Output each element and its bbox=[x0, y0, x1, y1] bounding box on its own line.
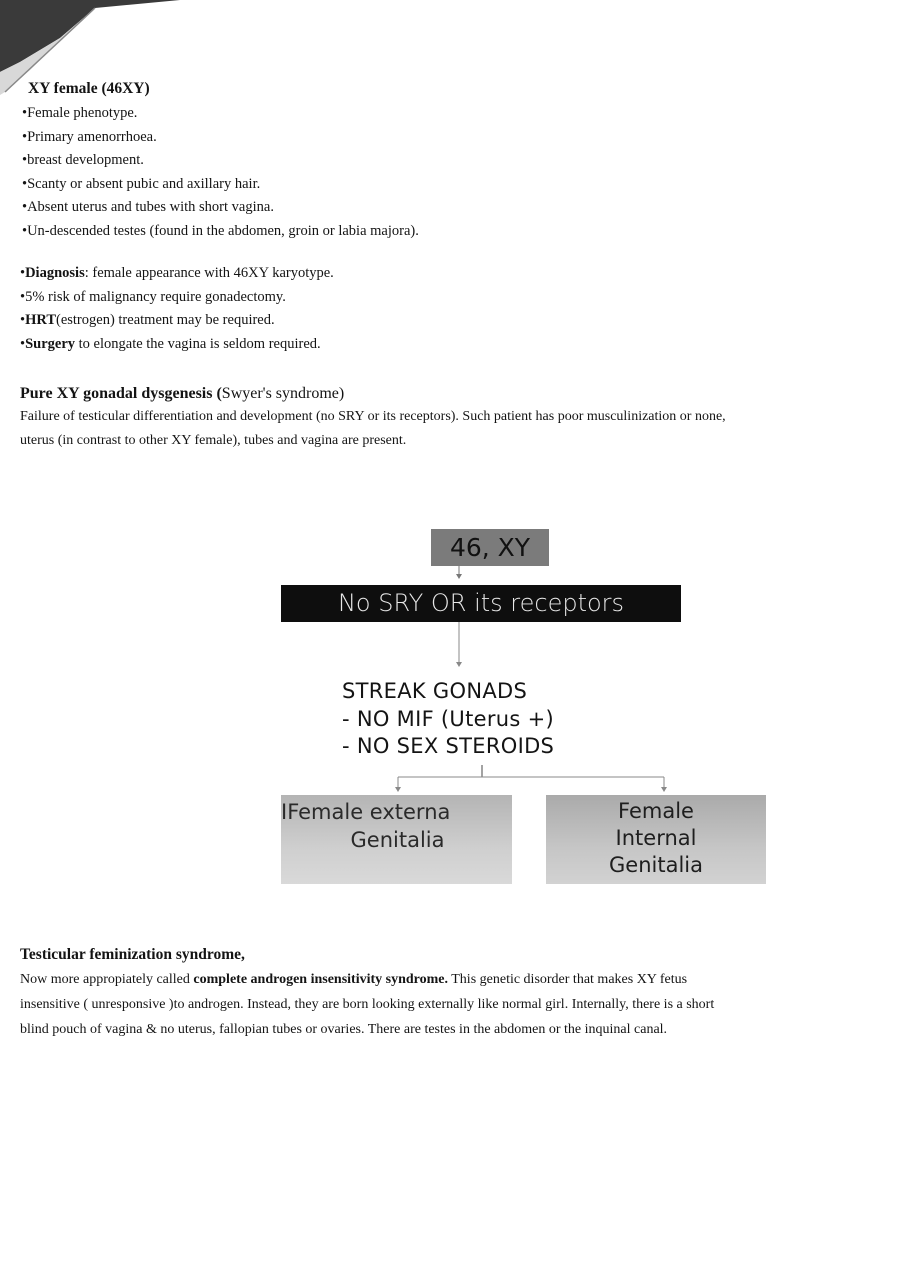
box-line: Internal bbox=[615, 826, 697, 850]
female-internal-genitalia-box bbox=[546, 795, 766, 884]
streak-line: STREAK GONADS bbox=[342, 679, 528, 703]
hrt-text: (estrogen) treatment may be required. bbox=[56, 312, 275, 328]
surgery-label: Surgery bbox=[25, 335, 76, 352]
no-sry-box: No SRY OR its receptors bbox=[281, 585, 681, 622]
streak-line: - NO SEX STEROIDS bbox=[342, 734, 555, 758]
tfs-text: Now more appropiately called bbox=[20, 972, 194, 987]
feature-item: •breast development. bbox=[22, 152, 144, 168]
box-line: Genitalia bbox=[350, 828, 445, 852]
testicular-feminization-section bbox=[20, 944, 714, 1042]
tfs-text: This genetic disorder that makes XY fetus bbox=[448, 972, 688, 987]
tfs-title: Testicular feminization syndrome, bbox=[20, 946, 245, 963]
box-line: Female bbox=[618, 799, 694, 823]
bullet: • bbox=[20, 335, 26, 352]
tfs-line-3: blind pouch of vagina & no uterus, fallopian tubes or ovaries. There are testes in the abdomen or the inquinal canal. bbox=[20, 1022, 668, 1037]
box-line: Genitalia bbox=[609, 853, 703, 877]
diagnosis-text: : female appearance with 46XY karyotype. bbox=[84, 265, 334, 281]
feature-item: •Female phenotype. bbox=[22, 105, 138, 121]
surgery-text: to elongate the vagina is seldom required. bbox=[75, 335, 321, 352]
swyer-line-1: Failure of testicular differentiation and development (no SRY or its receptors). Such patient has poor musculinization or none, bbox=[20, 409, 726, 424]
xy-female-title: XY female (46XY) bbox=[28, 80, 150, 97]
streak-gonads-text bbox=[342, 678, 554, 761]
box-line: IFemale externa bbox=[281, 800, 451, 824]
streak-line: - NO MIF (Uterus +) bbox=[342, 706, 554, 731]
swyer-line-2: uterus (in contrast to other XY female), tubes and vagina are present. bbox=[20, 433, 407, 448]
karyotype-box: 46, XY bbox=[431, 529, 549, 566]
tfs-cais-term: complete androgen insensitivity syndrome. bbox=[193, 972, 448, 987]
feature-item: •Absent uterus and tubes with short vagina. bbox=[22, 199, 274, 215]
swyer-title-bold: Pure XY gonadal dysgenesis ( bbox=[20, 385, 222, 402]
bullet: • bbox=[20, 265, 26, 281]
hrt-label: HRT bbox=[25, 312, 56, 328]
tfs-line-1 bbox=[20, 967, 714, 992]
bullet: • bbox=[20, 312, 26, 328]
swyer-title-normal: Swyer's syndrome) bbox=[221, 385, 345, 402]
malignancy-line: •5% risk of malignancy require gonadectomy. bbox=[20, 288, 286, 305]
diagnosis-label: Diagnosis bbox=[25, 265, 85, 281]
feature-item: •Primary amenorrhoea. bbox=[22, 128, 157, 145]
tfs-line-2: insensitive ( unresponsive )to androgen. Instead, they are born looking externally like normal girl. Internally, there is a short bbox=[20, 997, 715, 1012]
female-external-genitalia-box bbox=[281, 795, 512, 884]
feature-item: •Un-descended testes (found in the abdomen, groin or labia majora). bbox=[22, 222, 419, 239]
feature-item: •Scanty or absent pubic and axillary hair. bbox=[22, 175, 261, 192]
